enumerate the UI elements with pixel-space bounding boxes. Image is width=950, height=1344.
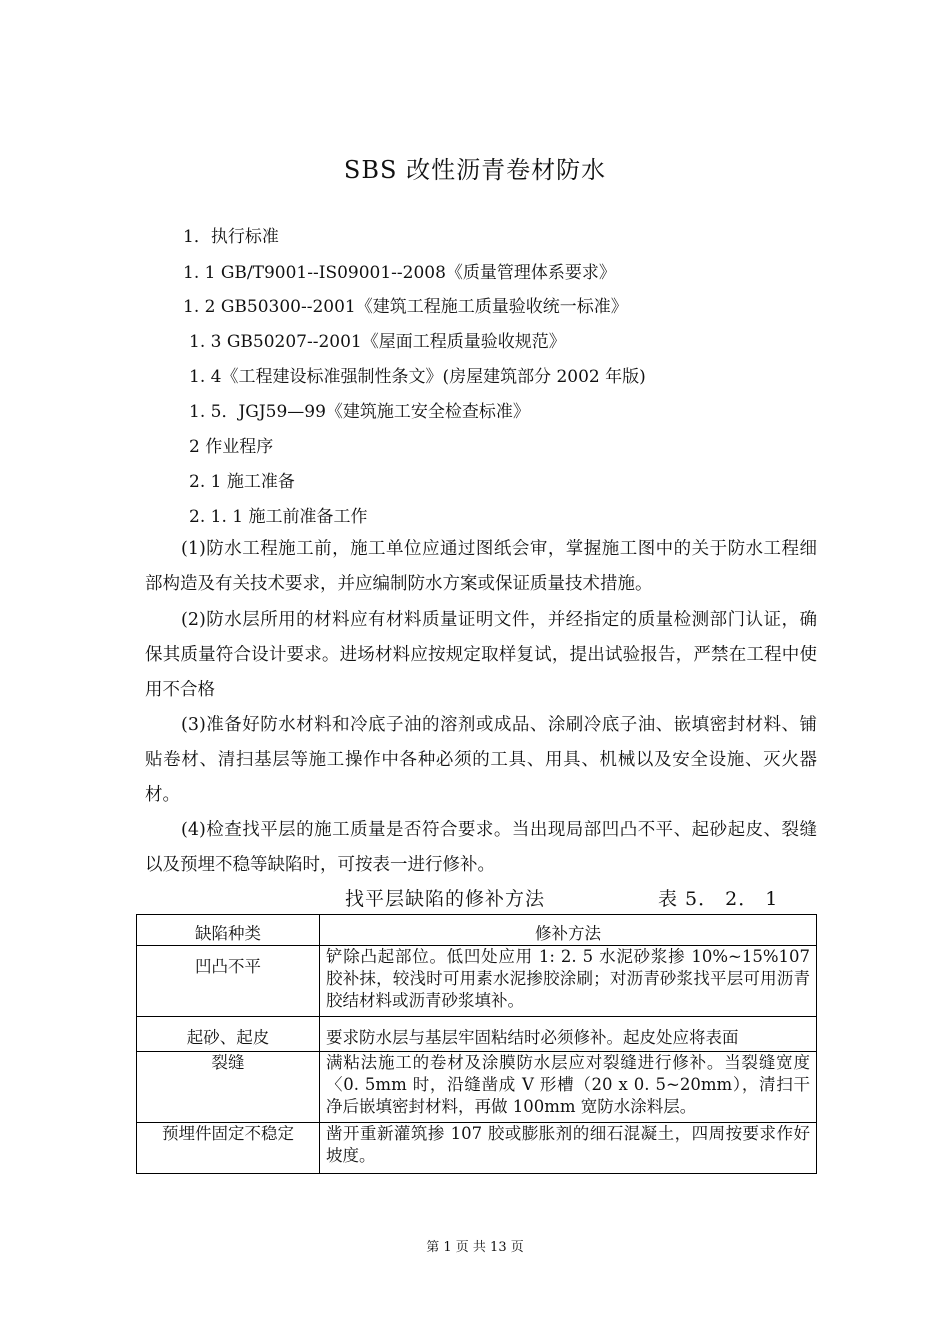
paragraph: (3)准备好防水材料和冷底子油的溶剂或成品、涂刷冷底子油、嵌填密封材料、铺贴卷材、清扫基层等施工操作中各种必须的工具、用具、机械以及安全设施、灭火器材。 [145, 715, 817, 805]
defect-kind: 凹凸不平 [137, 946, 320, 1017]
table-number: 表 5． 2． 1 [658, 888, 779, 910]
standard-item: 1. 4《工程建设标准强制性条文》(房屋建筑部分 2002 年版) [189, 367, 646, 387]
standard-item: 1. 1 GB/T9001--IS09001--2008《质量管理体系要求》 [183, 263, 616, 283]
table-caption: 找平层缺陷的修补方法 [345, 888, 546, 910]
subsection-heading: 2. 1. 1 施工前准备工作 [189, 507, 368, 527]
table-row [137, 946, 817, 1017]
section-heading: 1．执行标准 [183, 227, 279, 247]
defect-kind: 起砂、起皮 [137, 1017, 320, 1052]
section-heading: 2 作业程序 [189, 437, 274, 457]
standard-item: 1. 5．JGJ59—99《建筑施工安全检查标准》 [189, 402, 530, 422]
page-footer: 第 1 页 共 13 页 [426, 1240, 524, 1255]
table-header-row [137, 915, 817, 946]
defect-repair-table [136, 914, 817, 1174]
repair-method: 要求防水层与基层牢固粘结时必须修补。起皮处应将表面 [320, 1017, 817, 1052]
column-header: 缺陷种类 [137, 915, 320, 946]
subsection-heading: 2. 1 施工准备 [189, 472, 295, 492]
repair-method: 凿开重新灌筑掺 107 胶或膨胀剂的细石混凝土，四周按要求作好坡度。 [320, 1123, 817, 1174]
repair-method: 铲除凸起部位。低凹处应用 1: 2. 5 水泥砂浆掺 10%~15%107 胶补抹，较浅时可用素水泥掺胶涂刷；对沥青砂浆找平层可用沥青胶结材料或沥青砂浆填补。 [320, 946, 817, 1017]
standard-item: 1. 3 GB50207--2001《屋面工程质量验收规范》 [189, 332, 566, 352]
column-header: 修补方法 [320, 915, 817, 946]
defect-kind: 预埋件固定不稳定 [137, 1123, 320, 1174]
table-row [137, 1123, 817, 1174]
paragraph: (1)防水工程施工前，施工单位应通过图纸会审，掌握施工图中的关于防水工程细部构造及有关技术要求，并应编制防水方案或保证质量技术措施。 [145, 539, 817, 594]
paragraph: (2)防水层所用的材料应有材料质量证明文件，并经指定的质量检测部门认证，确保其质量符合设计要求。进场材料应按规定取样复试，提出试验报告，严禁在工程中使用不合格 [145, 610, 817, 700]
paragraph: (4)检查找平层的施工质量是否符合要求。当出现局部凹凸不平、起砂起皮、裂缝以及预埋不稳等缺陷时，可按表一进行修补。 [145, 820, 817, 875]
table-row [137, 1017, 817, 1052]
table-row [137, 1052, 817, 1123]
document-title: SBS 改性沥青卷材防水 [343, 156, 607, 184]
repair-method: 满粘法施工的卷材及涂膜防水层应对裂缝进行修补。当裂缝宽度〈0. 5mm 时，沿缝凿成 V 形槽（20 x 0. 5~20mm），清扫干净后嵌填密封材料，再做 100mm 宽防水涂料层。 [320, 1052, 817, 1123]
defect-kind: 裂缝 [137, 1052, 320, 1123]
standard-item: 1. 2 GB50300--2001《建筑工程施工质量验收统一标准》 [183, 297, 628, 317]
